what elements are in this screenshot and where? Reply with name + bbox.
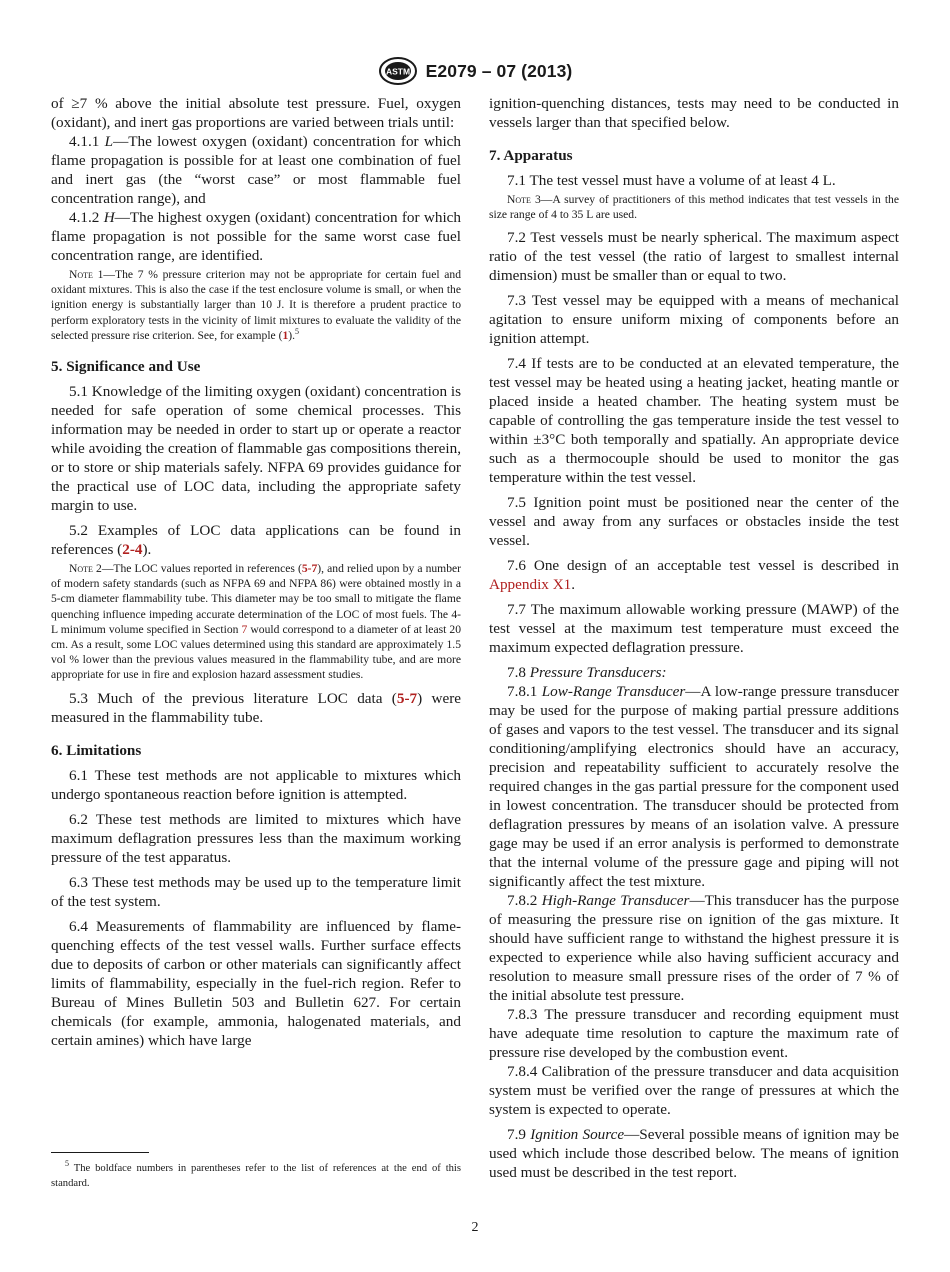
logo-text: ASTM xyxy=(385,66,410,77)
section-link-7[interactable]: 7 xyxy=(241,622,248,636)
paragraph-7-8-2: 7.8.2 High-Range Transducer—This transducer has the purpose of measuring the pressure rise on ignition of the gas mixture. It should have sufficient range to withstand the highest pressure it is expected to experience while also having sufficient accuracy and resolution to measure small pressure rises of the order of 7 % of the initial absolute test pressure. xyxy=(489,892,899,1005)
paragraph-7-6: 7.6 One design of an acceptable test vessel is described in Appendix X1. xyxy=(489,557,899,594)
paragraph-7-9: 7.9 Ignition Source—Several possible means of ignition may be used which include those described below. The means of ignition used must be described in the test report. xyxy=(489,1126,899,1182)
standard-designation: E2079 – 07 (2013) xyxy=(425,60,573,81)
paragraph-6-3: 6.3 These test methods may be used up to the temperature limit of the test system. xyxy=(51,873,461,910)
paragraph-7-4: 7.4 If tests are to be conducted at an elevated temperature, the test vessel may be heated using a heating jacket, heating mantle or placed inside a heated chamber. The heating system must be capable of controlling the gas temperature inside the test vessel to within ±3°C both temporally and spatially. An appropriate device such as a thermocouple should be used to monitor the gas temperature within the test vessel. xyxy=(489,355,899,487)
left-column xyxy=(51,94,461,1050)
footnote-5: $^5$ The boldface numbers in parentheses refer to the list of references at the end of this standard. xyxy=(51,1159,461,1189)
paragraph-6-4: 6.4 Measurements of flammability are influenced by flame-quenching effects of the test vessel walls. Further surface effects due to deposits of carbon or other materials can significantly affect limits of flammability, especially in the fuel-rich region. Refer to Bureau of Mines Bulletin 503 and Bulletin 627. For certain chemicals (for example, ammonia, halogenated materials, and certain amines) which have large xyxy=(51,917,461,1049)
paragraph-7-8: 7.8 Pressure Transducers: xyxy=(507,664,667,682)
paragraph-7-8-1: 7.8.1 Low-Range Transducer—A low-range pressure transducer may be used for the purpose of making partial pressure additions of gases and vapors to the test vessel. The transducer and its signal conditioning/amplifying electronics should have an accuracy, precision and repeatability sufficient to accurately resolve the required changes in the gas partial pressure for the component used in lowest concentration. The transducer should be protected from deflagration pressures by means of an isolation valve. A pressure gage may be used if an error analysis is performed to demonstrate that the internal volume of the pressure gage and piping will not significantly affect the test mixture. xyxy=(489,683,899,891)
paragraph-4-1-1: 4.1.1 L—The lowest oxygen (oxidant) concentration for which flame propagation is possible for at least one combination of fuel and inert gas (the “worst case” or most flammable fuel concentration range), and xyxy=(51,133,461,207)
paragraph-7-8-4: 7.8.4 Calibration of the pressure transducer and data acquisition system must be verified over the range of pressures at which the system is expected to operate. xyxy=(489,1063,899,1119)
right-column xyxy=(489,94,899,1182)
paragraph-7-1: 7.1 The test vessel must have a volume of at least 4 L. xyxy=(507,172,836,189)
paragraph-7-3: 7.3 Test vessel may be equipped with a means of mechanical agitation to ensure uniform mixing of components before an ignition attempt. xyxy=(489,292,899,348)
note-2: Note 2—The LOC values reported in references (5-7), and relied upon by a number of modern safety standards (such as NFPA 69 and NFPA 86) were obtained mostly in a 5-cm diameter flammability tube. This diameter may be too small to mitigate the flame quenching influence impeding accurate determination of the LOC of most fuels. The 4-L minimum volume specified in Section 7 would correspond to a diameter of at least 20 cm. As a result, some LOC values determined using this standard are approximately 1.5 vol % lower than the previous values measured in the flammability tube, and are more appropriate for use in fire and explosion hazard assessment studies. xyxy=(51,562,461,682)
appendix-x1-link[interactable]: Appendix X1 xyxy=(489,576,572,594)
paragraph-4-1-2: 4.1.2 H—The highest oxygen (oxidant) concentration for which flame propagation is not possible for the same worst case fuel concentration range, are identified. xyxy=(51,209,462,264)
paragraph-6-1: 6.1 These test methods are not applicable to mixtures which undergo spontaneous reaction before ignition is attempted. xyxy=(51,766,461,803)
page-header xyxy=(0,54,950,88)
paragraph-6-2: 6.2 These test methods are limited to mixtures which have maximum deflagration pressures less than the maximum working pressure of the test apparatus. xyxy=(51,810,461,866)
paragraph-5-1: 5.1 Knowledge of the limiting oxygen (oxidant) concentration is needed for safe operation of some chemical processes. This information may be needed in order to start up or operate a reactor while avoiding the creation of flammable gas compositions therein, or to store or ship materials safely. NFPA 69 provides guidance for the practical use of LOC data, including the appropriate safety margin to use. xyxy=(51,383,461,515)
paragraph-intro: of ≥7 % above the initial absolute test pressure. Fuel, oxygen (oxidant), and inert gas proportions are varied between trials until: xyxy=(51,95,461,131)
reference-link-5-7-b[interactable]: 5-7 xyxy=(396,689,418,707)
note-1: Note 1—The 7 % pressure criterion may not be appropriate for certain fuel and oxidant mixtures. This is also the case if the test enclosure volume is small, or when the ignition energy is substantially larger than 10 J. It is therefore a prudent practice to perform exploratory tests in the vicinity of limit mixtures to evaluate the validity of the selected pressure rise criterion. See, for example (1).$^5$ xyxy=(51,268,461,342)
reference-link-1[interactable]: 1 xyxy=(282,328,289,342)
section-heading-5: 5. Significance and Use xyxy=(51,358,201,376)
page-number: 2 xyxy=(471,1220,479,1235)
reference-link-5-7[interactable]: 5-7 xyxy=(301,562,318,576)
astm-logo-icon xyxy=(378,56,418,86)
note-3: Note 3—A survey of practitioners of this method indicates that test vessels in the size range of 4 to 35 L are used. xyxy=(489,193,899,222)
paragraph-7-2: 7.2 Test vessels must be nearly spherical. The maximum aspect ratio of the test vessel (the ratio of largest to smallest internal dimension) must be smaller than or equal to two. xyxy=(489,229,899,285)
paragraph-5-3: 5.3 Much of the previous literature LOC data (5-7) were measured in the flammability tube. xyxy=(51,689,461,726)
paragraph-6-4-continued: ignition-quenching distances, tests may need to be conducted in vessels larger than that specified below. xyxy=(489,95,899,131)
section-heading-7: 7. Apparatus xyxy=(489,147,573,164)
reference-link-2-4[interactable]: 2-4 xyxy=(122,541,143,559)
section-heading-6: 6. Limitations xyxy=(51,741,142,759)
paragraph-7-8-3: 7.8.3 The pressure transducer and recording equipment must have adequate time resolution to capture the maximum rate of pressure rise developed by the combustion event. xyxy=(489,1006,899,1062)
paragraph-5-2: 5.2 Examples of LOC data applications can be found in references (2-4). xyxy=(51,522,461,559)
paragraph-7-7: 7.7 The maximum allowable working pressure (MAWP) of the test vessel at the maximum test temperature must exceed the maximum expected deflagration pressure. xyxy=(489,601,899,657)
footnote-divider xyxy=(51,1152,149,1153)
paragraph-7-5: 7.5 Ignition point must be positioned near the center of the vessel and away from any surfaces or obstacles inside the test vessel. xyxy=(489,494,899,550)
